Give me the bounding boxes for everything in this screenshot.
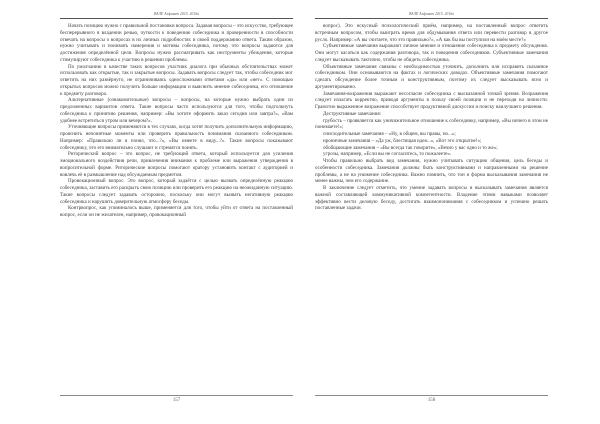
left-paragraph: Риторический вопрос – это вопрос, не требующий ответа, который используется для усиления эмоционального воздействия речи, привлечения внимания к проблеме или выражения утверждения в вопросительной форме. Риторические вопросы помогают оратору установить контакт с аудиторией и вовлечь её в размышление над обсуждаемым предметом.: [60, 151, 293, 178]
right-paragraph: вопрос). Это искусный психологический приём, например, на поставленный вопрос ответить встречным вопросом, чтобы выиграть время для обдумывания ответа или перевести разговор в другое русло. Например: «А вы считаете, что это правильно?», «А как бы вы поступили на моём месте?»: [315, 23, 548, 43]
right-page: [307, 2, 556, 409]
left-page-header: ВАЛЕ Алфавит 2015. 2016в: [60, 12, 293, 19]
right-paragraph: Чтобы правильно выбрать вид замечания, нужно учитывать ситуацию общения, цель беседы и особенности собеседника. Замечания должны быть конструктивными и направленными на решение проблемы, а не на унижение собеседника. Важно помнить, что тон и форма высказывания замечания не менее важны, чем его содержание.: [315, 158, 548, 185]
left-paragraph: Провокационный вопрос. Это вопрос, который задаётся с целью вызвать определённую реакцию собеседника, заставить его раскрыть свою позицию или проверить его реакцию на неожиданную ситуацию. Такие вопросы следует задавать осторожно, поскольку они могут вызвать негативную реакцию собеседника и нарушить доверительную атмосферу беседы.: [60, 178, 293, 205]
right-paragraph: угрозы, например, «Если вы не согласитесь, то пожалеете».: [323, 151, 452, 158]
right-paragraph: Субъективные замечания выражают личное мнение и отношение собеседника к предмету обсуждения. Они могут касаться как содержания разговора, так и поведения собеседников. Субъективные замечания следует высказывать тактично, чтобы не обидеть собеседника.: [315, 43, 548, 63]
right-footer-rule: [315, 395, 548, 396]
right-paragraph: ироничные замечания – «Да уж, блестящая идея...», «Вот это открытие!»;: [323, 137, 482, 144]
left-paragraph: Альтернативные (ознакомительные) вопросы – вопросы, на которые нужно выбрать один из предложенных вариантов ответа. Такие вопросы часто используются для того, чтобы подтолкнуть собеседника к принятию решения, например: «Вы хотите оформить заказ сегодня или завтра?», «Вам удобнее встретиться утром или вечером?».: [60, 97, 293, 124]
right-paragraph: Объективные замечания связаны с необходимостью уточнить, дополнить или исправить сказанное собеседником. Они основываются на фактах и логических доводах. Объективные замечания помогают сделать обсуждение более точным и конструктивным, поэтому их следует высказывать ясно и аргументированно.: [315, 63, 548, 90]
right-paragraph: снисходительные замечания – «Ну, в общем, вы правы, но...»;: [323, 131, 456, 137]
right-paragraph: грубость – проявляется как уничижительное отношение к собеседнику, например, «Вы ничего в этом не понимаете!»;: [315, 117, 548, 131]
right-paragraph: В заключение следует отметить, что умение задавать вопросы и высказывать замечания является важной составляющей коммуникативной компетентности. Владение этими навыками позволяет эффективно вести деловую беседу, достигать взаимопонимания с собеседником и успешно решать поставленные задачи.: [315, 185, 548, 212]
left-paragraph: По умолчанию в качестве таких вопросов участник диалога при обычных обстоятельствах может использовать как открытые, так и закрытые вопросы. Задавать вопросы следует так, чтобы собеседник мог ответить на них развёрнуто, не ограничиваясь односложными ответами «да» или «нет». С помощью открытых вопросов можно получить больше информации и выяснить мнение собеседника, его отношение к предмету разговора.: [60, 63, 293, 97]
right-page-number: 158: [427, 398, 436, 403]
left-footer-rule: [60, 395, 293, 396]
left-page-number: 157: [172, 398, 181, 403]
right-paragraph: Замечания-возражения выражают несогласие собеседника с высказанной точкой зрения. Возражения следует излагать корректно, приводя аргументы в пользу своей позиции и не переходя на личности. Грамотно выраженное возражение способствует продуктивной дискуссии и поиску наилучшего решения.: [315, 90, 548, 110]
left-paragraph: Контрвопрос, как упоминалось выше, применяется для того, чтобы уйти от ответа на поставленный вопрос, если он не желателен, например, провокационный: [60, 205, 293, 218]
right-paragraph: Деструктивные замечания:: [323, 110, 382, 117]
left-paragraph: Начать позицию нужно с правильной постановки вопроса. Задавая вопросы – это искусство, требующее бесперерывного в владении речью, чуткости к поведению собеседника и проверенности в способности отвечать на вопросы о вопросах в их личных подробностях и своей поддержанию ответа. Таким образом, нужно учитывать и понимать намерения и мотивы собеседника, потому что вопросы задаются для достижения определённой цели. Вопросы нужно рассматривать как инструменты убеждения, которые стимулируют собеседника к участию в решении проблемы.: [60, 23, 293, 63]
right-page-header: ВАЛЕ Алфавит 2015. 2016в: [315, 12, 548, 19]
left-page-body: [60, 23, 293, 219]
left-paragraph: Уточняющие вопросы применяются в тех случаях, когда хотят получить дополнительную информацию, прояснить непонятные моменты или проверить правильность понимания сказанного собеседником. Например: «Правильно ли я понял, что...?», «Вы имеете в виду...?». Такие вопросы показывают собеседнику, что его внимательно слушают и стремятся понять.: [60, 124, 293, 151]
right-page-body: [315, 23, 548, 212]
right-paragraph: обобщающие замечания – «Вы всегда так говорите», «Вечно у вас одно и то же»;: [323, 144, 498, 151]
left-page: [52, 2, 301, 409]
